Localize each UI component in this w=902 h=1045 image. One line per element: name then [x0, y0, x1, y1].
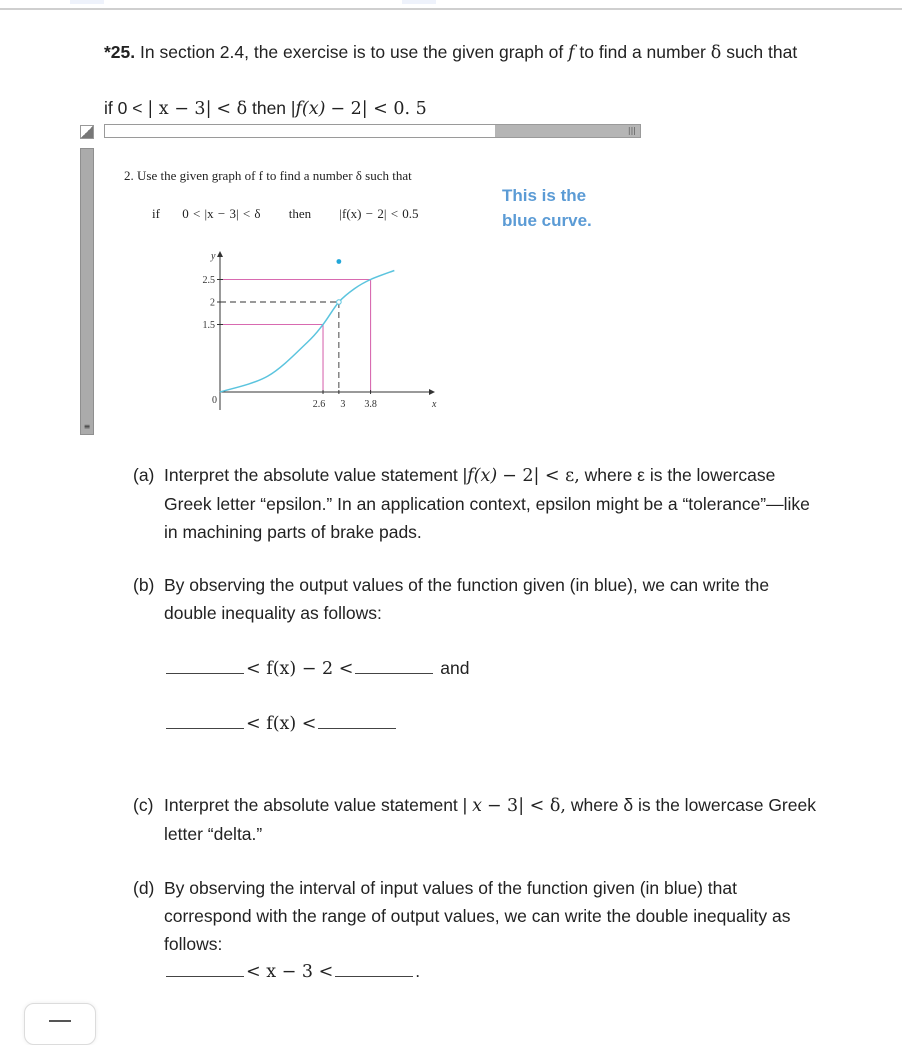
- answer-blank[interactable]: [355, 655, 433, 674]
- cond-then: then |: [251, 98, 296, 118]
- part-d-text: By observing the interval of input values of the function given (in blue) that correspond with the range of output values, we can write the double inequality as follows:: [164, 878, 791, 954]
- answer-blank[interactable]: [166, 958, 244, 977]
- x-axis-label: x: [432, 399, 437, 410]
- cond-if: if 0 <: [104, 98, 143, 118]
- part-c-x: x: [472, 796, 482, 816]
- horizontal-scrollbar[interactable]: [104, 124, 641, 138]
- part-b-label: (b): [133, 575, 155, 595]
- part-c-post: where δ is the lowercase Greek letter “delta.”: [164, 795, 816, 844]
- part-c-pre: Interpret the absolute value statement |: [164, 795, 468, 815]
- x-axis-arrow: [429, 389, 435, 395]
- minus-icon: [49, 1020, 71, 1022]
- textbook-cond: 0 < |x − 3| < δ: [182, 206, 261, 221]
- textbook-then: then: [288, 206, 312, 221]
- top-tab-right: [402, 0, 436, 4]
- answer-blank[interactable]: [335, 958, 413, 977]
- ineq-d-end: .: [415, 961, 421, 981]
- vertical-scrollbar[interactable]: [80, 148, 94, 435]
- blue-curve-note: This is the blue curve.: [502, 186, 592, 230]
- grip-icon: |||: [627, 126, 636, 135]
- x-tick-label: 3.8: [364, 399, 377, 410]
- textbook-if: if: [152, 206, 160, 221]
- cond-abs-x: | x − 3|: [147, 99, 212, 119]
- question-delta: δ: [710, 43, 722, 63]
- part-a-text: [164, 461, 824, 546]
- question-intro-post: such that: [726, 42, 798, 62]
- part-b-text: By observing the output values of the function given (in blue), we can write the double inequality as follows:: [164, 575, 770, 623]
- ineq1-and: and: [440, 658, 470, 678]
- part-a-mid: − 2| < ε,: [502, 466, 580, 486]
- resize-corner-icon[interactable]: [80, 125, 94, 139]
- part-c-text: [164, 791, 824, 848]
- y-axis-arrow: [217, 251, 223, 257]
- answer-blank[interactable]: [318, 710, 396, 729]
- answer-blank[interactable]: [166, 655, 244, 674]
- cond-lt-delta: < δ: [216, 99, 248, 119]
- ineq-d-mid: < x − 3 <: [246, 962, 334, 982]
- open-point: [337, 300, 342, 305]
- part-b-inequality-2: [164, 709, 398, 738]
- top-tab-left: [70, 0, 104, 4]
- question-number: *25.: [104, 42, 136, 62]
- question-intro: In section 2.4, the exercise is to use the given graph of: [140, 42, 564, 62]
- graph-axes: [217, 251, 435, 410]
- part-b-inequality-1: [164, 654, 469, 683]
- ineq2-mid: < f(x) <: [246, 714, 317, 734]
- y-tick-label: 2.5: [202, 275, 215, 286]
- cond-fx: f(x): [295, 99, 326, 119]
- part-a-post: where ε is the lowercase Greek letter “epsilon.” In an application context, epsilon might be a “tolerance”—like in machining parts of brake pads.: [164, 465, 810, 542]
- textbook-line-1: 2. Use the given graph of f to find a number δ such that: [124, 168, 412, 183]
- part-c-mid: − 3| < δ,: [486, 796, 566, 816]
- x-tick-label: 3: [340, 399, 346, 410]
- question-heading: [104, 38, 824, 68]
- function-graph: [186, 250, 446, 420]
- y-tick-label: 2: [210, 297, 215, 309]
- grip-icon: ≡: [83, 422, 91, 431]
- part-a-label: (a): [133, 465, 155, 485]
- question-intro-mid: to find a number: [579, 42, 706, 62]
- horizontal-scroll-thumb[interactable]: [495, 125, 640, 137]
- series-f-line: [220, 271, 394, 393]
- question-condition: [104, 94, 427, 124]
- filled-point: [336, 259, 341, 264]
- graph-guides: [220, 280, 371, 393]
- x-tick-label: 0: [212, 395, 217, 406]
- textbook-line-2: [152, 206, 419, 222]
- part-a-pre: Interpret the absolute value statement |: [164, 465, 468, 485]
- floating-panel-button[interactable]: [24, 1003, 96, 1045]
- part-a-fx: f(x): [467, 466, 498, 486]
- top-divider: [0, 8, 902, 10]
- textbook-result: |f(x) − 2| < 0.5: [339, 206, 419, 221]
- ineq1-mid: < f(x) − 2 <: [246, 659, 354, 679]
- answer-blank[interactable]: [166, 710, 244, 729]
- y-axis-label: y: [211, 251, 216, 262]
- question-f: f: [568, 43, 575, 63]
- x-tick-label: 2.6: [312, 399, 326, 410]
- y-tick-label: 1.5: [202, 320, 215, 331]
- cond-tail: − 2| < 0. 5: [330, 99, 427, 119]
- graph-labels: [203, 251, 438, 410]
- part-d-inequality: [164, 957, 420, 986]
- part-c-label: (c): [133, 795, 154, 815]
- part-d-label: (d): [133, 878, 155, 898]
